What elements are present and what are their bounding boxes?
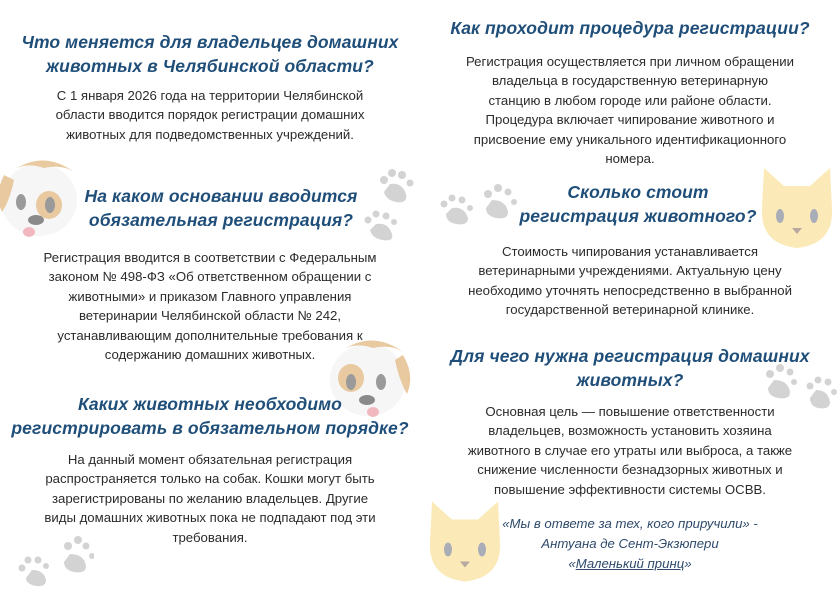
heading-line: Для чего нужна регистрация домашних (450, 346, 810, 366)
section-which-animals (10, 392, 410, 547)
body-line: повышение эффективности системы ОСВВ. (494, 481, 766, 497)
body-line: Процедура включает чипирование животного и (485, 112, 775, 128)
section-body (10, 248, 410, 364)
body-line: животными» и приказом Главного управления (68, 288, 352, 304)
section-body (430, 52, 830, 168)
section-body (10, 86, 410, 144)
section-heading (10, 392, 410, 440)
body-line: зарегистрированы по желанию владельцев. Другие (51, 490, 369, 506)
body-line: законом № 498-ФЗ «Об ответственном обращении с (48, 269, 372, 285)
quote-source (470, 554, 790, 574)
heading-line: обязательная регистрация? (88, 210, 354, 230)
section-heading (430, 344, 830, 392)
body-line: С 1 января 2026 года на территории Челябинской (56, 88, 364, 103)
heading-line: Что меняется для владельцев домашних (21, 32, 399, 52)
heading-line: животных в Челябинской области? (46, 56, 374, 76)
book-title-link[interactable]: Маленький принц (575, 556, 685, 571)
body-line: требования. (172, 529, 248, 545)
quote-line: «Мы в ответе за тех, кого приручили» - (502, 516, 758, 531)
heading-line: животных? (576, 370, 684, 390)
body-line: животного в случае его утраты или выброса, а также (467, 442, 793, 458)
section-purpose (430, 344, 830, 499)
heading-line: регистрировать в обязательном порядке? (11, 418, 409, 438)
body-line: Стоимость чипирования устанавливается (501, 244, 759, 259)
body-line: На данный момент обязательная регистрация (67, 452, 353, 467)
heading-line: На каком основании вводится (84, 186, 358, 206)
body-line: владельцев, возможность установить хозяина (488, 423, 772, 439)
section-legal-basis (10, 184, 410, 364)
body-line: содержанию домашних животных. (104, 347, 316, 363)
quote-mark: » (684, 556, 692, 571)
section-body (430, 242, 830, 320)
section-what-changes (10, 30, 410, 144)
body-line: животных для подведомственных учреждений. (66, 126, 354, 142)
body-line: номера. (605, 151, 655, 167)
section-procedure (430, 16, 830, 168)
heading-line: Сколько стоит (567, 182, 709, 202)
body-line: необходимо уточнять непосредственно в выбранной (468, 282, 792, 298)
quote-mark: « (568, 556, 576, 571)
body-line: снижение численности безнадзорных животных и (477, 462, 783, 478)
section-heading (10, 184, 410, 232)
heading-line: Как проходит процедура регистрации? (450, 18, 810, 38)
section-heading (430, 180, 830, 228)
body-line: распространяется только на собак. Кошки могут быть (45, 471, 375, 487)
quote-author: Антуана де Сент-Экзюпери (541, 536, 719, 551)
heading-line: Каких животных необходимо (78, 394, 342, 414)
section-body (10, 450, 410, 547)
section-heading (10, 30, 410, 78)
body-line: государственной ветеринарной клинике. (505, 302, 755, 318)
body-line: станцию в любом городе или районе области. (488, 92, 772, 108)
body-line: устанавливающим дополнительные требования к (57, 327, 363, 343)
section-body (430, 402, 830, 499)
body-line: Регистрация вводится в соответствии с Федеральным (43, 250, 377, 265)
body-line: виды домашних животных пока не подпадают под эти (44, 510, 376, 526)
quote-block (470, 514, 790, 574)
section-cost (430, 180, 830, 320)
section-heading (430, 16, 830, 40)
body-line: владельца в государственную ветеринарную (491, 73, 768, 89)
body-line: Основная цель — повышение ответственности (485, 404, 775, 419)
heading-line: регистрация животного? (519, 206, 757, 226)
body-line: Регистрация осуществляется при личном обращении (465, 54, 795, 69)
body-line: присвоение ему уникального идентификационного (473, 131, 787, 147)
body-line: ветеринарными учреждениями. Актуальную цену (478, 263, 782, 279)
body-line: ветеринарии Челябинской области № 242, (78, 308, 342, 324)
body-line: области вводится порядок регистрации домашних (55, 107, 365, 123)
